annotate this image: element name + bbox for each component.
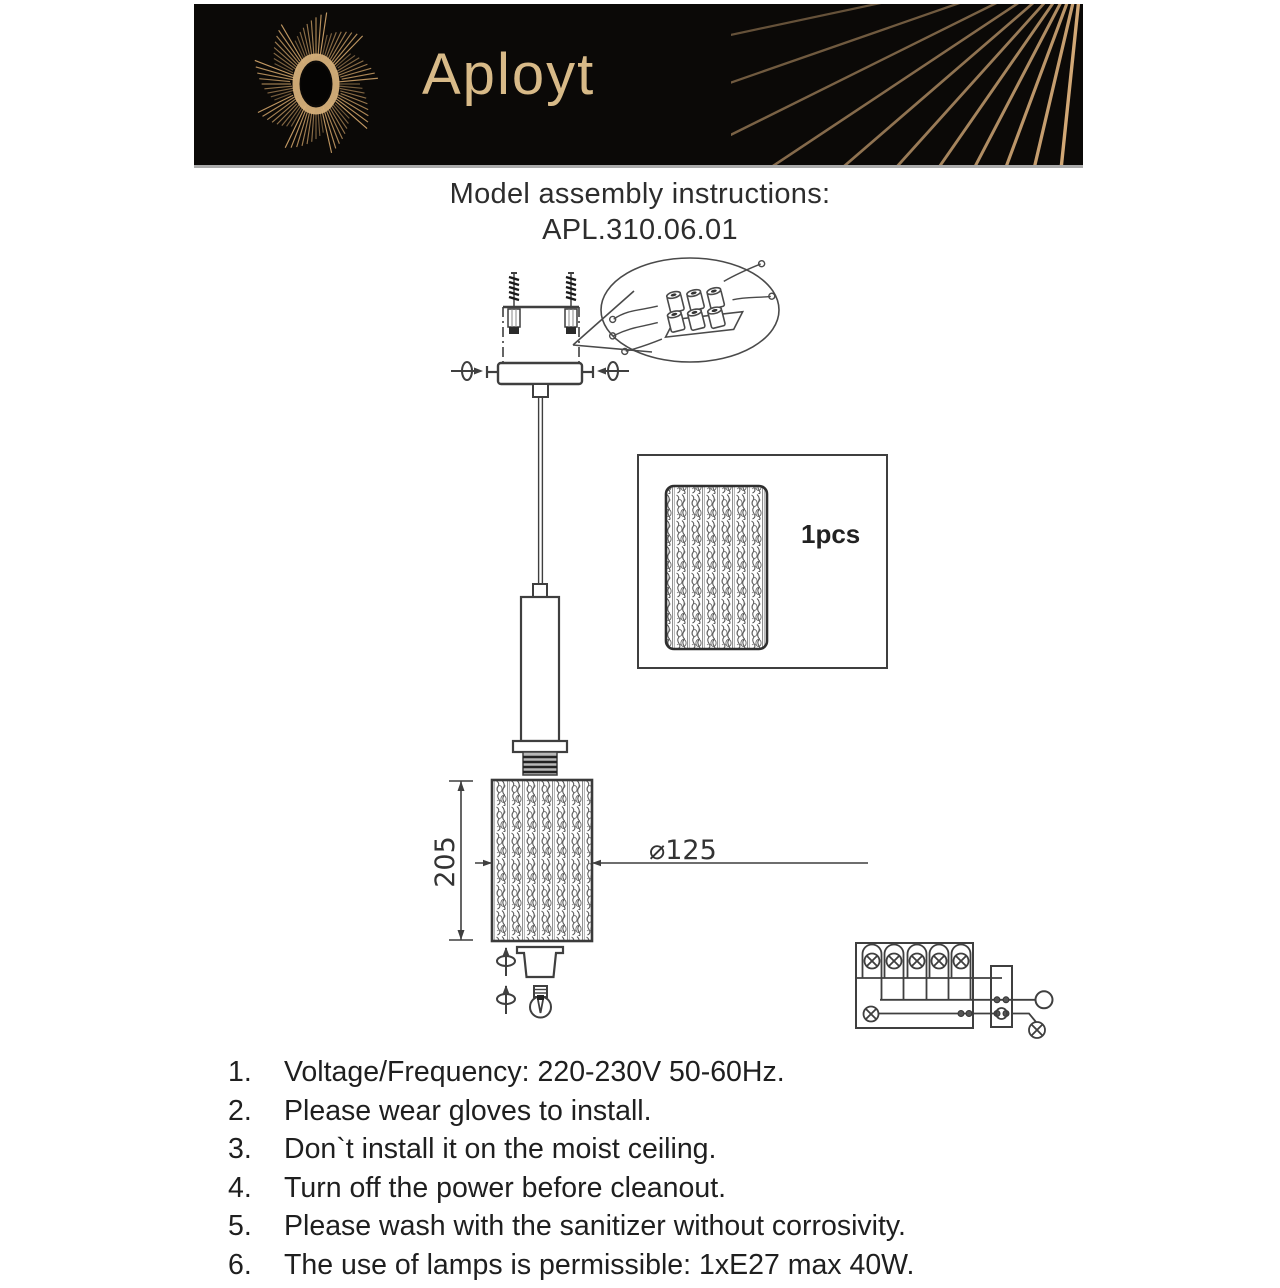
instruction-item: [228, 1133, 1128, 1172]
lamp-shade-drawing: [492, 780, 592, 941]
instruction-number: 3.: [228, 1133, 252, 1166]
diameter-dimension-label: ⌀125: [649, 835, 717, 866]
instruction-text: The use of lamps is permissible: 1xE27 max 40W.: [284, 1248, 915, 1281]
instruction-text: Voltage/Frequency: 220-230V 50-60Hz.: [284, 1056, 785, 1088]
instructions-list: [228, 1056, 1128, 1288]
shade-part-image: [666, 486, 767, 649]
instruction-text: Turn off the power before cleanout.: [284, 1171, 727, 1204]
instruction-item: [228, 1249, 1128, 1288]
instruction-text: Please wear gloves to install.: [284, 1094, 652, 1127]
terminal-detail-balloon: [573, 258, 780, 362]
parts-quantity-label: 1pcs: [801, 519, 861, 549]
rotate-arrow-right-icon: [597, 362, 629, 380]
bulb-icon: [530, 986, 551, 1018]
brand-name: Aployt: [422, 42, 596, 107]
instruction-number: 6.: [228, 1248, 252, 1281]
height-dimension-label: 205: [430, 836, 461, 888]
page-title: Model assembly instructions:: [449, 178, 831, 210]
instruction-text: Don`t install it on the moist ceiling.: [284, 1133, 717, 1166]
model-number: APL.310.06.01: [542, 214, 738, 246]
socket-cup-drawing: [517, 947, 563, 977]
instruction-number: 1.: [228, 1056, 252, 1088]
instruction-item: [228, 1172, 1128, 1211]
instruction-number: 5.: [228, 1210, 252, 1243]
instruction-number: 2.: [228, 1094, 252, 1127]
parts-box: [638, 455, 887, 668]
instruction-item: [228, 1210, 1128, 1249]
instruction-item: [228, 1056, 1128, 1095]
rotate-arrow-socket-icon: [497, 947, 515, 976]
instruction-text: Please wash with the sanitizer without corrosivity.: [284, 1210, 906, 1243]
instruction-number: 4.: [228, 1171, 252, 1204]
rotate-arrow-bulb-icon: [497, 985, 515, 1014]
suspension-wire-drawing: [513, 384, 567, 775]
instruction-item: [228, 1095, 1128, 1134]
ceiling-mount-drawing: [451, 273, 629, 384]
mounting-screw-left-icon: [508, 273, 520, 334]
wiring-diagram: [856, 943, 1053, 1038]
lamp-symbols: [864, 954, 969, 1022]
mounting-screw-right-icon: [565, 273, 577, 334]
rotate-arrow-left-icon: [451, 362, 483, 380]
